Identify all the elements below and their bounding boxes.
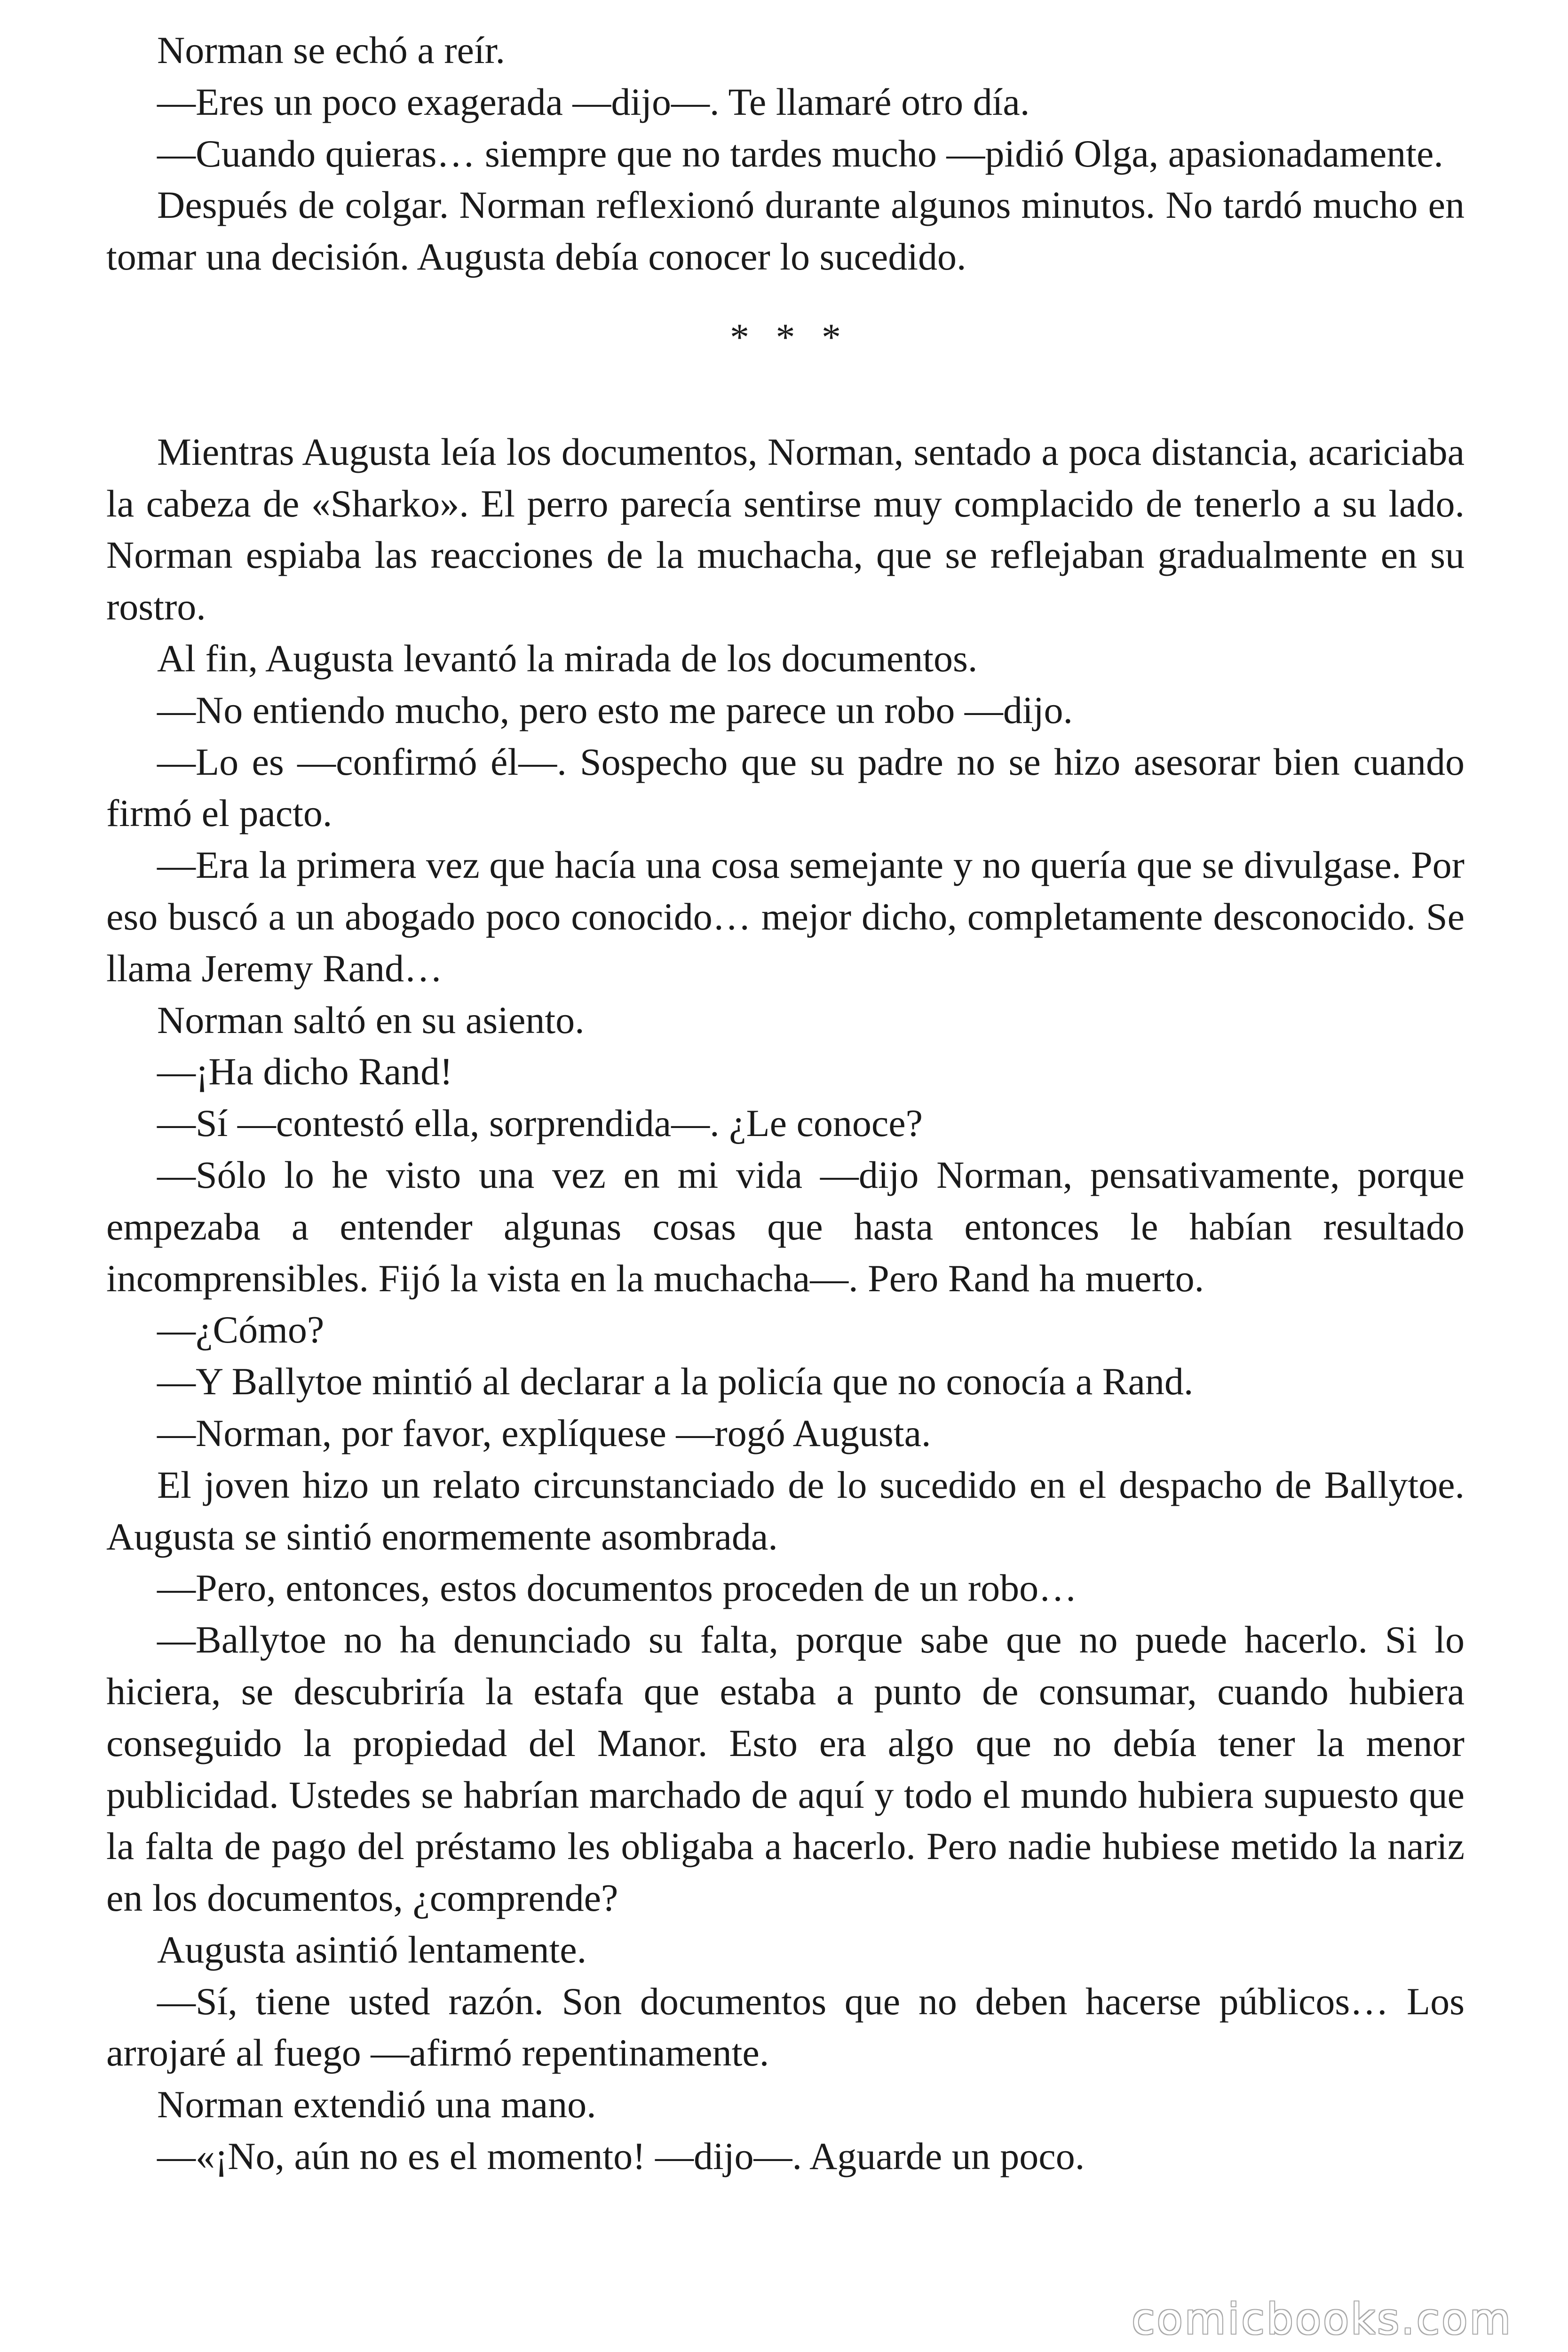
- paragraph: —¡Ha dicho Rand!: [157, 1050, 453, 1093]
- paragraph: —Y Ballytoe mintió al declarar a la policía que no conocía a Rand.: [157, 1360, 1194, 1403]
- paragraph: El joven hizo un relato circunstanciado de lo sucedido en el despacho de Ballytoe. Augusta se sintió enormemente asombrada.: [106, 1463, 1465, 1558]
- paragraph: —Norman, por favor, explíquese —rogó Augusta.: [157, 1411, 931, 1454]
- paragraph: —Sí, tiene usted razón. Son documentos que no deben hacerse públicos… Los arrojaré al fuego —afirmó repentinamente.: [106, 1979, 1465, 2074]
- paragraph: —Lo es —confirmó él—. Sospecho que su padre no se hizo asesorar bien cuando firmó el pacto.: [106, 740, 1465, 835]
- paragraph: —«¡No, aún no es el momento! —dijo—. Aguarde un poco.: [157, 2135, 1085, 2178]
- watermark: comicbooks.com: [1132, 2295, 1513, 2344]
- paragraph: —Era la primera vez que hacía una cosa semejante y no quería que se divulgase. Por eso buscó a un abogado poco conocido… mejor dicho, completamente desconocido. Se llama Jeremy Rand…: [106, 843, 1465, 990]
- section-separator: * * *: [730, 315, 849, 358]
- paragraph: Norman se echó a reír.: [157, 29, 505, 72]
- spacer: [106, 283, 1465, 311]
- book-page: [106, 24, 1465, 2182]
- paragraph: Norman extendió una mano.: [157, 2083, 596, 2126]
- paragraph: —¿Cómo?: [157, 1308, 325, 1351]
- paragraph: —Eres un poco exagerada —dijo—. Te llamaré otro día.: [157, 80, 1030, 123]
- paragraph: Norman saltó en su asiento.: [157, 998, 585, 1041]
- text-section-2: [106, 426, 1465, 2182]
- spacer: [106, 363, 1465, 426]
- paragraph: —Cuando quieras… siempre que no tardes mucho —pidió Olga, apasionadamente.: [157, 132, 1443, 175]
- paragraph: Mientras Augusta leía los documentos, Norman, sentado a poca distancia, acariciaba la cabeza de «Sharko». El perro parecía sentirse muy complacido de tenerlo a su lado. Norman espiaba las reacciones de la muchacha, que se reflejaban gradualmente en su rostro.: [106, 430, 1465, 628]
- paragraph: —Ballytoe no ha denunciado su falta, porque sabe que no puede hacerlo. Si lo hiciera, se descubriría la estafa que estaba a punto de consumar, cuando hubiera conseguido la propiedad del Manor. Esto era algo que no debía tener la menor publicidad. Ustedes se habrían marchado de aquí y todo el mundo hubiera supuesto que la falta de pago del préstamo les obligaba a hacerlo. Pero nadie hubiese metido la nariz en los documentos, ¿comprende?: [106, 1618, 1465, 1920]
- paragraph: —Pero, entonces, estos documentos proceden de un robo…: [157, 1566, 1077, 1610]
- paragraph: Al fin, Augusta levantó la mirada de los documentos.: [157, 636, 978, 680]
- paragraph: Augusta asintió lentamente.: [157, 1928, 587, 1971]
- paragraph: —No entiendo mucho, pero esto me parece un robo —dijo.: [157, 688, 1073, 731]
- paragraph: Después de colgar. Norman reflexionó durante algunos minutos. No tardó mucho en tomar una decisión. Augusta debía conocer lo sucedido.: [106, 183, 1465, 278]
- text-section-1: [106, 24, 1465, 283]
- paragraph: —Sí —contestó ella, sorprendida—. ¿Le conoce?: [157, 1102, 923, 1145]
- paragraph: —Sólo lo he visto una vez en mi vida —dijo Norman, pensativamente, porque empezaba a entender algunas cosas que hasta entonces le habían resultado incomprensibles. Fijó la vista en la muchacha—. Pero Rand ha muerto.: [106, 1153, 1465, 1300]
